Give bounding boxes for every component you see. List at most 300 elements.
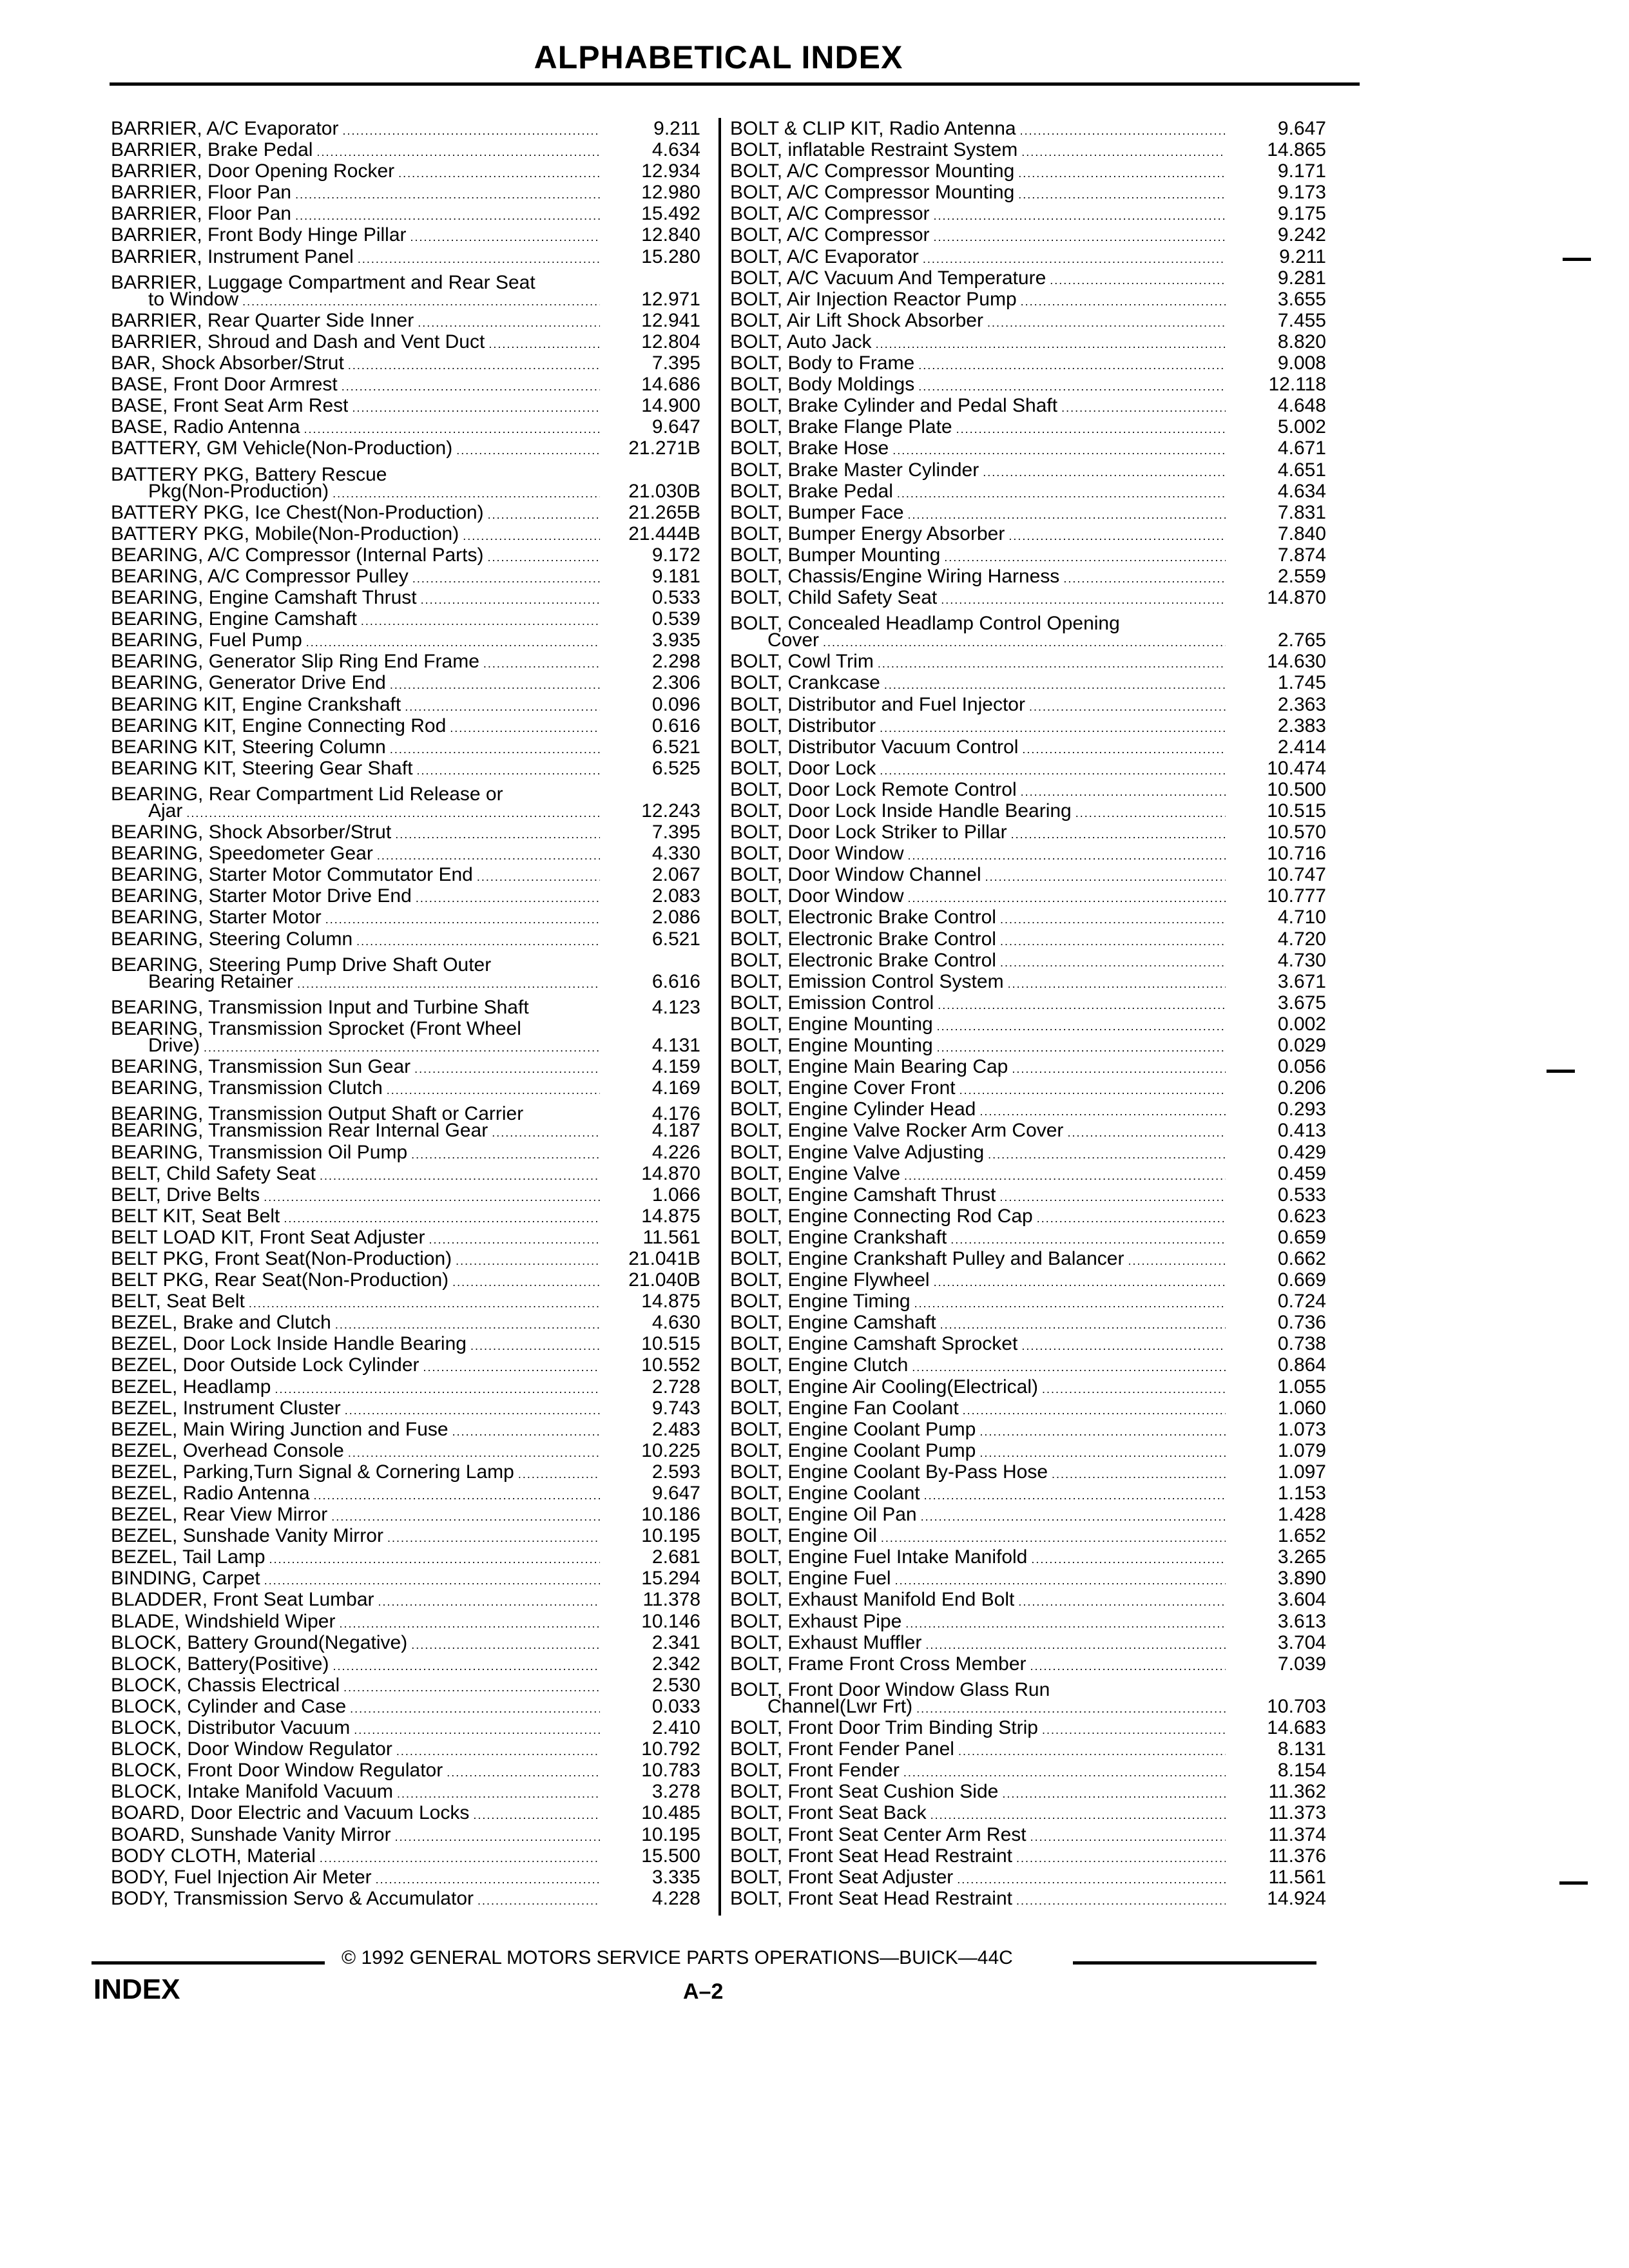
- entry-reference: 2.383: [1277, 715, 1326, 736]
- leader-dots: [897, 483, 1226, 505]
- leader-dots: [533, 992, 600, 1014]
- entry-reference: 21.030B: [628, 480, 700, 502]
- entry-name: BOLT, A/C Evaporator: [730, 245, 919, 267]
- entry-name: BEARING, Speedometer Gear: [111, 843, 373, 865]
- entry-reference: 4.131: [651, 1035, 700, 1057]
- index-entry: [730, 118, 1326, 139]
- leader-dots: [348, 355, 600, 376]
- leader-dots: [269, 1549, 600, 1570]
- entry-name: BOLT, Engine Coolant Pump: [730, 1439, 976, 1461]
- leader-dots: [342, 376, 600, 398]
- index-entry: [111, 1120, 700, 1141]
- entry-reference: 4.123: [651, 996, 700, 1018]
- entry-name: BOLT, Front Seat Cushion Side: [730, 1781, 999, 1803]
- index-entry: [111, 395, 700, 416]
- entry-reference: 1.073: [1277, 1418, 1326, 1440]
- entry-reference: 3.335: [651, 1866, 700, 1888]
- entry-reference: 5.002: [1277, 416, 1326, 438]
- entry-name: BARRIER, A/C Evaporator: [111, 118, 339, 139]
- entry-name: BEARING, Fuel Pump: [111, 629, 302, 651]
- entry-name: BATTERY PKG, Battery Rescue: [111, 463, 387, 485]
- entry-name: BLADDER, Front Seat Lumbar: [111, 1589, 374, 1611]
- leader-dots: [325, 909, 600, 930]
- index-entry: [730, 1376, 1326, 1398]
- index-entry: [730, 694, 1326, 715]
- index-entry: [111, 139, 700, 160]
- entry-reference: 10.783: [641, 1760, 700, 1782]
- entry-name: BEZEL, Tail Lamp: [111, 1546, 265, 1568]
- entry-name: BOLT, A/C Compressor Mounting: [730, 182, 1015, 204]
- index-entry: [111, 544, 700, 566]
- index-entry: [730, 672, 1326, 693]
- index-entry: [730, 1206, 1326, 1227]
- index-entry: [111, 1312, 700, 1333]
- section-label: INDEX: [93, 1974, 180, 2005]
- entry-name: BOLT, Engine Crankshaft: [730, 1226, 947, 1248]
- index-entry: [730, 1824, 1326, 1845]
- index-entry: [730, 566, 1326, 587]
- leader-dots: [1021, 142, 1226, 163]
- entry-name: BOARD, Sunshade Vanity Mirror: [111, 1823, 391, 1845]
- entry-name: BELT KIT, Seat Belt: [111, 1205, 280, 1227]
- entry-reference: 3.704: [1277, 1631, 1326, 1653]
- entry-name: BAR, Shock Absorber/Strut: [111, 352, 344, 374]
- index-entry: [111, 437, 700, 459]
- entry-name: BOLT, Air Injection Reactor Pump: [730, 288, 1017, 310]
- leader-dots: [1022, 739, 1226, 760]
- entry-reference: 14.875: [641, 1291, 700, 1312]
- index-entry: [730, 1099, 1326, 1120]
- leader-dots: [378, 1591, 600, 1613]
- index-entry: [730, 950, 1326, 971]
- entry-reference: 0.738: [1277, 1333, 1326, 1355]
- entry-reference: 10.186: [641, 1504, 700, 1526]
- entry-name: BOLT, Exhaust Manifold End Bolt: [730, 1589, 1015, 1611]
- entry-reference: 3.671: [1277, 970, 1326, 992]
- index-entry: [730, 1589, 1326, 1610]
- leader-dots: [1067, 1122, 1226, 1144]
- entry-reference: 9.172: [651, 544, 700, 566]
- entry-name: BLADE, Windshield Wiper: [111, 1610, 336, 1632]
- entry-reference: 10.195: [641, 1525, 700, 1547]
- index-column-left: [111, 118, 700, 1909]
- entry-name: Cover: [767, 629, 820, 651]
- entry-reference: 15.500: [641, 1845, 700, 1867]
- entry-reference: 2.341: [651, 1631, 700, 1653]
- entry-reference: 6.521: [651, 928, 700, 950]
- entry-reference: 0.724: [1277, 1291, 1326, 1312]
- index-entry: [730, 289, 1326, 310]
- entry-name: BOLT, Engine Air Cooling(Electrical): [730, 1376, 1038, 1398]
- entry-name: BOLT, Engine Flywheel: [730, 1269, 930, 1291]
- index-entry: [730, 246, 1326, 267]
- index-entry: [111, 160, 700, 182]
- entry-reference: 9.647: [1277, 118, 1326, 139]
- entry-reference: 6.521: [651, 736, 700, 758]
- index-entry: [111, 1227, 700, 1248]
- leader-dots: [1042, 1379, 1226, 1400]
- entry-reference: 11.374: [1268, 1823, 1326, 1845]
- entry-name: BOLT, Chassis/Engine Wiring Harness: [730, 565, 1060, 587]
- entry-reference: 2.083: [651, 885, 700, 907]
- index-entry: [111, 224, 700, 245]
- entry-reference: 4.651: [1277, 459, 1326, 481]
- leader-dots: [1012, 1059, 1226, 1080]
- entry-reference: 3.265: [1277, 1546, 1326, 1568]
- leader-dots: [985, 867, 1226, 888]
- leader-dots: [470, 1336, 600, 1357]
- entry-name: BODY CLOTH, Material: [111, 1845, 316, 1867]
- index-entry: [111, 1142, 700, 1163]
- margin-mark: [1559, 1881, 1588, 1885]
- entry-reference: 8.820: [1277, 331, 1326, 352]
- entry-reference: 9.647: [651, 416, 700, 438]
- leader-dots: [429, 1229, 600, 1251]
- entry-name: BOLT, Engine Valve Adjusting: [730, 1141, 985, 1163]
- index-entry: [730, 1483, 1326, 1504]
- index-entry: [730, 1738, 1326, 1760]
- entry-name: BEARING, Transmission Output Shaft or Carrier: [111, 1103, 524, 1125]
- entry-reference: 0.056: [1277, 1056, 1326, 1078]
- leader-dots: [905, 1613, 1226, 1635]
- entry-reference: 0.002: [1277, 1013, 1326, 1035]
- leader-dots: [1000, 909, 1226, 930]
- entry-reference: 9.242: [1277, 224, 1326, 246]
- entry-name: BOLT, Brake Hose: [730, 437, 889, 459]
- entry-reference: 8.131: [1277, 1738, 1326, 1760]
- index-entry: [111, 1440, 700, 1461]
- leader-dots: [264, 1187, 600, 1208]
- entry-reference: 2.306: [651, 672, 700, 694]
- leader-dots: [477, 1890, 600, 1912]
- entry-name: BOLT, Engine Cylinder Head: [730, 1099, 976, 1120]
- entry-name: BOLT, Front Seat Adjuster: [730, 1866, 954, 1888]
- entry-name: BOLT, Distributor and Fuel Injector: [730, 693, 1025, 715]
- entry-name: BOLT, Door Window Channel: [730, 864, 981, 886]
- index-entry: [111, 289, 700, 310]
- entry-name: BOLT, Frame Front Cross Member: [730, 1653, 1027, 1675]
- index-entry: [730, 523, 1326, 544]
- leader-dots: [492, 1122, 600, 1144]
- entry-reference: 0.459: [1277, 1162, 1326, 1184]
- entry-name: BLOCK, Cylinder and Case: [111, 1695, 347, 1717]
- entry-reference: 12.971: [641, 288, 700, 310]
- entry-name: BOLT, Emission Control: [730, 992, 934, 1014]
- entry-reference: 0.533: [651, 587, 700, 609]
- index-entry: [111, 481, 700, 502]
- entry-name: BARRIER, Instrument Panel: [111, 245, 354, 267]
- entry-name: BOLT, Front Door Window Glass Run: [730, 1678, 1050, 1700]
- index-entry: [730, 758, 1326, 779]
- entry-name: BOLT, Exhaust Muffler: [730, 1631, 922, 1653]
- index-entry: [111, 885, 700, 907]
- entry-name: BEARING, Engine Camshaft: [111, 608, 357, 630]
- leader-dots: [1128, 1251, 1226, 1272]
- index-entry: [111, 566, 700, 587]
- entry-reference: 2.728: [651, 1376, 700, 1398]
- index-entry: [730, 1760, 1326, 1781]
- entry-reference: 4.634: [1277, 480, 1326, 502]
- leader-dots: [395, 1827, 600, 1848]
- entry-name: BEARING, Starter Motor: [111, 907, 322, 928]
- leader-dots: [525, 1014, 600, 1035]
- index-entry: [730, 331, 1326, 352]
- entry-name: BOLT, Front Seat Head Restraint: [730, 1845, 1012, 1867]
- index-entry: [111, 1184, 700, 1206]
- entry-reference: 10.515: [641, 1333, 700, 1355]
- index-entry: [730, 374, 1326, 395]
- index-entry: [111, 310, 700, 331]
- index-entry: [730, 1696, 1326, 1717]
- index-entry: [111, 416, 700, 437]
- index-entry: [111, 1632, 700, 1653]
- leader-dots: [452, 1272, 600, 1293]
- entry-name: Bearing Retainer: [148, 970, 294, 992]
- entry-name: BEARING, Steering Column: [111, 928, 353, 950]
- entry-reference: 1.060: [1277, 1397, 1326, 1419]
- leader-dots: [1063, 568, 1226, 590]
- index-entry: [111, 736, 700, 758]
- leader-dots: [411, 1144, 600, 1166]
- leader-dots: [387, 1528, 600, 1549]
- page-number: A–2: [683, 1979, 724, 2004]
- entry-name: BOLT, Engine Connecting Rod Cap: [730, 1205, 1033, 1227]
- index-entry: [730, 1867, 1326, 1888]
- entry-name: to Window: [148, 288, 239, 310]
- entry-name: BATTERY, GM Vehicle(Non-Production): [111, 437, 453, 459]
- index-entry: [730, 1354, 1326, 1376]
- index-entry: [111, 1589, 700, 1610]
- index-entry: [730, 1802, 1326, 1823]
- leader-dots: [959, 1080, 1226, 1101]
- entry-name: BOLT, Engine Mounting: [730, 1013, 933, 1035]
- entry-name: BOLT, Front Seat Back: [730, 1802, 927, 1824]
- index-column-right: [730, 118, 1326, 1909]
- index-entry: [730, 1333, 1326, 1354]
- entry-reference: 2.067: [651, 864, 700, 886]
- entry-name: BASE, Front Seat Arm Rest: [111, 395, 349, 417]
- index-entry: [730, 822, 1326, 843]
- index-entry: [730, 907, 1326, 928]
- entry-reference: 4.187: [651, 1120, 700, 1142]
- entry-reference: 0.533: [1277, 1184, 1326, 1206]
- leader-dots: [914, 1293, 1226, 1314]
- entry-name: BOLT, Door Lock Inside Handle Bearing: [730, 800, 1072, 822]
- entry-name: BEZEL, Radio Antenna: [111, 1483, 310, 1504]
- index-entry: [730, 203, 1326, 224]
- entry-name: BEZEL, Parking,Turn Signal & Cornering Lamp: [111, 1461, 514, 1483]
- entry-name: BEARING KIT, Steering Gear Shaft: [111, 757, 413, 779]
- entry-name: BOLT, Cowl Trim: [730, 651, 874, 673]
- index-entry: [111, 1398, 700, 1419]
- leader-dots: [450, 718, 600, 739]
- leader-dots: [421, 590, 600, 611]
- leader-dots: [473, 1805, 600, 1826]
- entry-name: BOLT, Bumper Energy Absorber: [730, 523, 1005, 544]
- leader-dots: [1031, 1549, 1226, 1570]
- index-entry: [111, 822, 700, 843]
- entry-reference: 21.271B: [628, 437, 700, 459]
- entry-name: BOLT, Front Fender: [730, 1760, 900, 1782]
- index-entry: [111, 1867, 700, 1888]
- leader-dots: [483, 653, 600, 675]
- entry-reference: 11.362: [1268, 1781, 1326, 1803]
- leader-dots: [495, 950, 600, 971]
- entry-reference: 4.710: [1277, 907, 1326, 928]
- index-entry: [730, 481, 1326, 502]
- entry-name: BEARING, Transmission Sun Gear: [111, 1056, 411, 1078]
- entry-reference: 2.414: [1277, 736, 1326, 758]
- leader-dots: [1042, 1720, 1226, 1741]
- index-entry: [730, 1888, 1326, 1909]
- entry-reference: 10.716: [1267, 843, 1326, 865]
- leader-dots: [488, 334, 600, 355]
- entry-reference: 14.683: [1267, 1717, 1326, 1739]
- leader-dots: [507, 779, 600, 800]
- index-entry: [730, 587, 1326, 608]
- entry-reference: 0.029: [1277, 1035, 1326, 1057]
- index-entry: [730, 1291, 1326, 1312]
- index-entry: [730, 651, 1326, 672]
- entry-name: BOLT, Child Safety Seat: [730, 587, 938, 609]
- entry-name: BOLT, Crankcase: [730, 672, 880, 694]
- index-entry: [730, 1546, 1326, 1568]
- leader-dots: [921, 1506, 1226, 1528]
- entry-reference: 10.570: [1267, 822, 1326, 843]
- entry-name: BEARING, Transmission Oil Pump: [111, 1141, 408, 1163]
- index-entry: [730, 139, 1326, 160]
- entry-name: BEARING, A/C Compressor (Internal Parts): [111, 544, 484, 566]
- entry-reference: 10.747: [1267, 864, 1326, 886]
- entry-name: BELT, Drive Belts: [111, 1184, 260, 1206]
- entry-reference: 0.033: [651, 1695, 700, 1717]
- index-entry: [730, 416, 1326, 437]
- index-entry: [111, 1717, 700, 1738]
- entry-name: BEARING, Starter Motor Commutator End: [111, 864, 473, 886]
- entry-reference: 0.623: [1277, 1205, 1326, 1227]
- index-entry: [111, 864, 700, 885]
- leader-dots: [823, 632, 1226, 653]
- entry-reference: 2.765: [1277, 629, 1326, 651]
- entry-name: BEARING, A/C Compressor Pulley: [111, 565, 409, 587]
- entry-reference: 14.900: [641, 395, 700, 417]
- leader-dots: [1075, 803, 1226, 824]
- index-entry: [111, 1611, 700, 1632]
- margin-mark: [1547, 1070, 1575, 1073]
- index-entry: [111, 971, 700, 992]
- leader-dots: [343, 1677, 600, 1698]
- index-entry: [111, 1802, 700, 1823]
- leader-dots: [314, 1485, 600, 1506]
- entry-name: BOLT, Door Lock: [730, 757, 876, 779]
- entry-reference: 7.395: [651, 822, 700, 843]
- index-entry: [730, 310, 1326, 331]
- entry-reference: 0.413: [1277, 1120, 1326, 1142]
- index-entry: [730, 736, 1326, 758]
- index-entry: [730, 1014, 1326, 1035]
- entry-name: BOLT, Engine Fuel: [730, 1568, 891, 1590]
- leader-dots: [1052, 1464, 1226, 1485]
- index-entry: [111, 352, 700, 374]
- index-entry: [730, 1717, 1326, 1738]
- entry-reference: 0.539: [651, 608, 700, 630]
- entry-reference: 2.530: [651, 1674, 700, 1696]
- entry-reference: 12.243: [641, 800, 700, 822]
- entry-name: BEARING, Transmission Rear Internal Gear: [111, 1120, 488, 1142]
- leader-dots: [398, 163, 600, 184]
- index-entry: [730, 1611, 1326, 1632]
- entry-reference: 12.934: [641, 160, 700, 182]
- entry-name: BARRIER, Luggage Compartment and Rear Seat: [111, 271, 535, 293]
- entry-reference: 3.655: [1277, 288, 1326, 310]
- index-entry: [730, 395, 1326, 416]
- leader-dots: [1061, 398, 1226, 419]
- leader-dots: [390, 739, 600, 760]
- entry-name: BOLT, Door Lock Striker to Pillar: [730, 822, 1007, 843]
- entry-name: BEARING, Transmission Sprocket (Front Wheel: [111, 1018, 521, 1040]
- entry-name: BARRIER, Brake Pedal: [111, 139, 313, 161]
- index-entry: [111, 1653, 700, 1675]
- leader-dots: [447, 1762, 600, 1783]
- entry-name: BOLT, Brake Cylinder and Pedal Shaft: [730, 395, 1058, 417]
- leader-dots: [350, 1698, 600, 1720]
- leader-dots: [1029, 697, 1226, 718]
- index-entry: [730, 1632, 1326, 1653]
- entry-reference: 4.648: [1277, 395, 1326, 417]
- entry-name: BODY, Transmission Servo & Accumulator: [111, 1887, 474, 1909]
- entry-name: BELT LOAD KIT, Front Seat Adjuster: [111, 1226, 425, 1248]
- index-entry: [730, 182, 1326, 203]
- entry-name: BELT PKG, Front Seat(Non-Production): [111, 1247, 452, 1269]
- entry-name: BARRIER, Front Body Hinge Pillar: [111, 224, 407, 246]
- leader-dots: [1008, 974, 1226, 995]
- leader-dots: [391, 459, 601, 481]
- entry-name: BOLT, Bumper Face: [730, 501, 904, 523]
- entry-name: Ajar: [148, 800, 183, 822]
- entry-name: BOLT, Engine Oil Pan: [730, 1504, 917, 1526]
- index-entry: [730, 843, 1326, 864]
- index-entry: [730, 502, 1326, 523]
- leader-dots: [988, 1144, 1226, 1166]
- entry-reference: 10.500: [1267, 778, 1326, 800]
- index-entry: [730, 352, 1326, 374]
- leader-dots: [410, 227, 601, 248]
- index-entry: [730, 1120, 1326, 1141]
- page-title: ALPHABETICAL INDEX: [534, 39, 903, 75]
- index-entry: [111, 1696, 700, 1717]
- index-entry: [111, 758, 700, 779]
- leader-dots: [956, 419, 1226, 440]
- entry-name: BOLT, Front Seat Head Restraint: [730, 1887, 1012, 1909]
- index-entry: [111, 1035, 700, 1056]
- entry-reference: 21.041B: [628, 1247, 700, 1269]
- entry-reference: 3.935: [651, 629, 700, 651]
- index-entry: [111, 779, 700, 805]
- entry-reference: 10.146: [641, 1610, 700, 1632]
- index-entry: [730, 437, 1326, 459]
- entry-name: BOLT, Door Window: [730, 885, 904, 907]
- index-entry: [730, 544, 1326, 566]
- entry-reference: 9.181: [651, 565, 700, 587]
- entry-reference: 9.008: [1277, 352, 1326, 374]
- entry-name: BEZEL, Brake and Clutch: [111, 1312, 331, 1334]
- entry-name: BARRIER, Shroud and Dash and Vent Duct: [111, 331, 485, 352]
- leader-dots: [1011, 824, 1226, 845]
- index-entry: [111, 672, 700, 693]
- index-entry: [730, 1227, 1326, 1248]
- leader-dots: [1008, 526, 1226, 547]
- leader-dots: [412, 568, 600, 590]
